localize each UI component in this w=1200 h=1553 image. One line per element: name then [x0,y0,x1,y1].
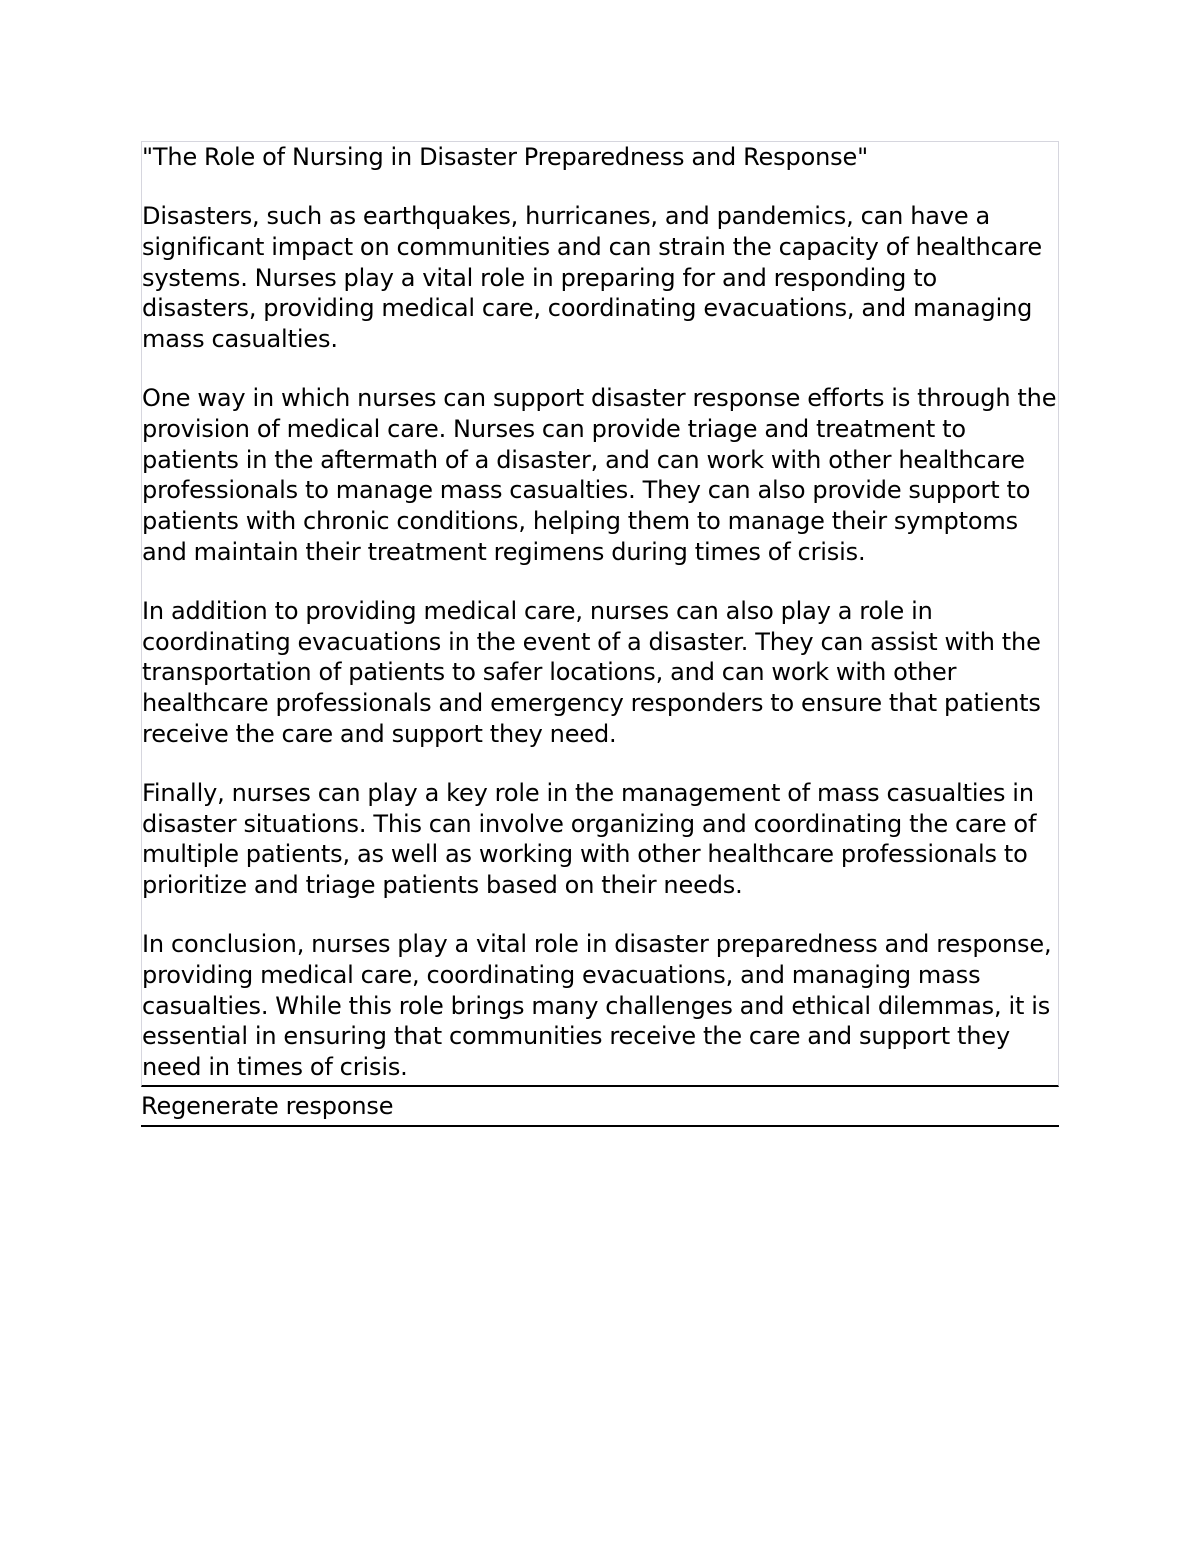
essay-paragraph-conclusion: In conclusion, nurses play a vital role in disaster preparedness and response, providing medical care, coordinating evacuations, and managing mass casualties. While this role brings many challenges and ethical dilemmas, it is essential in ensuring that communities receive the care and support they need in times of crisis. [142,929,1052,1082]
regenerate-response-text: Regenerate response [141,1087,1059,1127]
document-page [141,141,1059,1127]
essay-paragraph-evacuations: In addition to providing medical care, nurses can also play a role in coordinating evacuations in the event of a disaster. They can assist with the transportation of patients to safer locations, and can work with other healthcare professionals and emergency responders to ensure that patients receive the care and support they need. [142,596,1041,748]
essay-paragraph-mass-casualties: Finally, nurses can play a key role in the management of mass casualties in disaster situations. This can involve organizing and coordinating the care of multiple patients, as well as working with other healthcare professionals to prioritize and triage patients based on their needs. [142,778,1037,900]
essay-content-box [141,141,1059,1087]
essay-paragraph-intro: Disasters, such as earthquakes, hurricanes, and pandemics, can have a significant impact on communities and can strain the capacity of healthcare systems. Nurses play a vital role in preparing for and responding to disasters, providing medical care, coordinating evacuations, and managing mass casualties. [142,202,1042,354]
essay-paragraph-medical-care: One way in which nurses can support disaster response efforts is through the provision of medical care. Nurses can provide triage and treatment to patients in the aftermath of a disaster, and can work with other healthcare professionals to manage mass casualties. They can also provide support to patients with chronic conditions, helping them to manage their symptoms and maintain their treatment regimens during times of crisis. [142,383,1057,566]
essay-title: "The Role of Nursing in Disaster Preparedness and Response" [142,143,869,171]
